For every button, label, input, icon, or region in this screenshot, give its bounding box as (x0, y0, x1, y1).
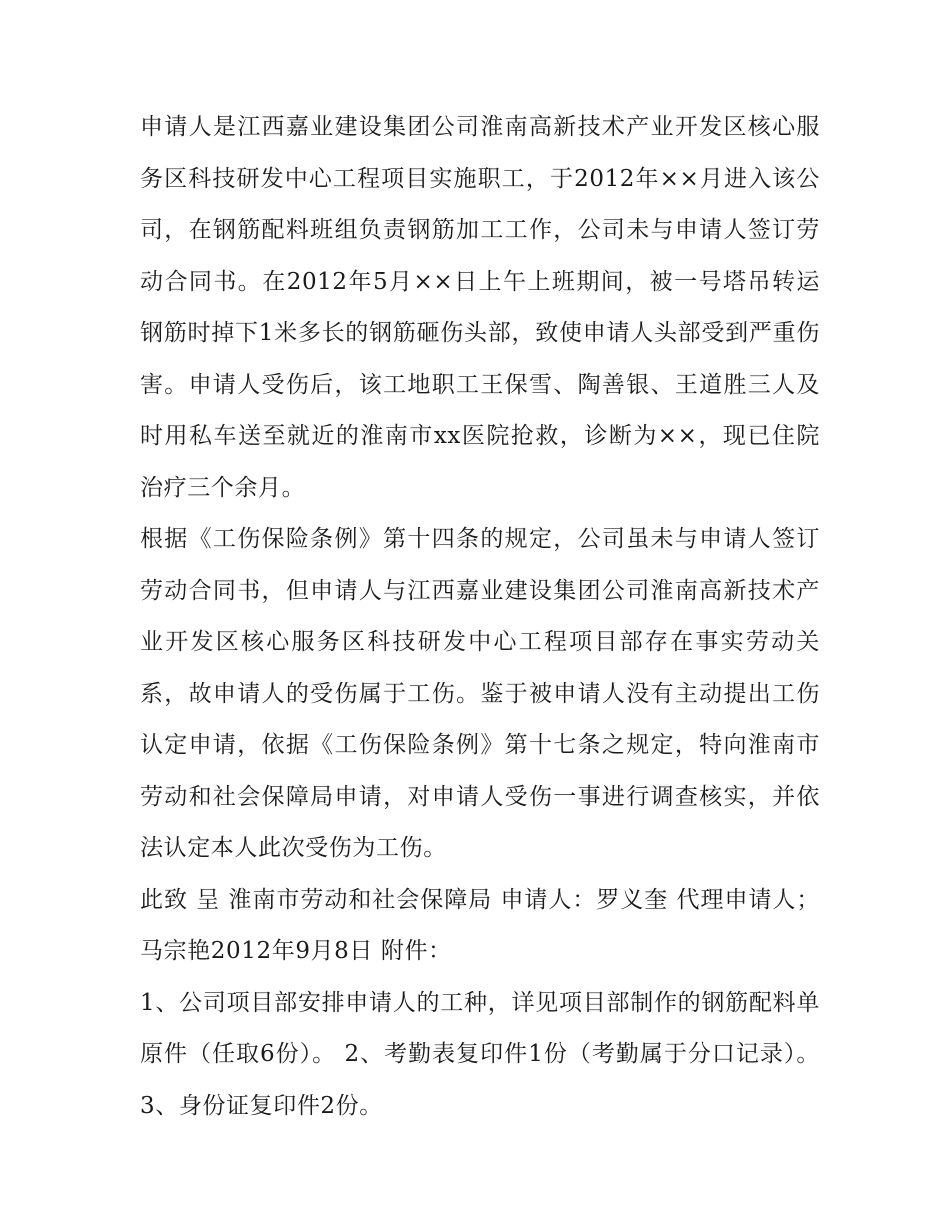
document-body (140, 102, 820, 1132)
paragraph-closing-signature: 此致 呈 淮南市劳动和社会保障局 申请人：罗义奎 代理申请人；马宗艳2012年9月8日 附件： (140, 886, 820, 964)
paragraph-attachments: 1、公司项目部安排申请人的工种，详见项目部制作的钢筋配料单原件（任取6份）。 2、考勤表复印件1份（考勤属于分口记录）。 3、身份证复印件2份。 (140, 989, 820, 1119)
paragraph-legal-basis: 根据《工伤保险条例》第十四条的规定，公司虽未与申请人签订劳动合同书，但申请人与江西嘉业建设集团公司淮南高新技术产业开发区核心服务区科技研发中心工程项目部存在事实劳动关系，故申请人的受伤属于工伤。鉴于被申请人没有主动提出工伤认定申请，依据《工伤保险条例》第十七条之规定，特向淮南市劳动和社会保障局申请，对申请人受伤一事进行调查核实，并依法认定本人此次受伤为工伤。 (140, 526, 820, 861)
paragraph-injury-facts: 申请人是江西嘉业建设集团公司淮南高新技术产业开发区核心服务区科技研发中心工程项目实施职工，于2012年××月进入该公司，在钢筋配料班组负责钢筋加工工作，公司未与申请人签订劳动合同书。在2012年5月××日上午上班期间，被一号塔吊转运钢筋时掉下1米多长的钢筋砸伤头部，致使申请人头部受到严重伤害。申请人受伤后，该工地职工王保雪、陶善银、王道胜三人及时用私车送至就近的淮南市xx医院抢救，诊断为××，现已住院治疗三个余月。 (140, 114, 820, 501)
